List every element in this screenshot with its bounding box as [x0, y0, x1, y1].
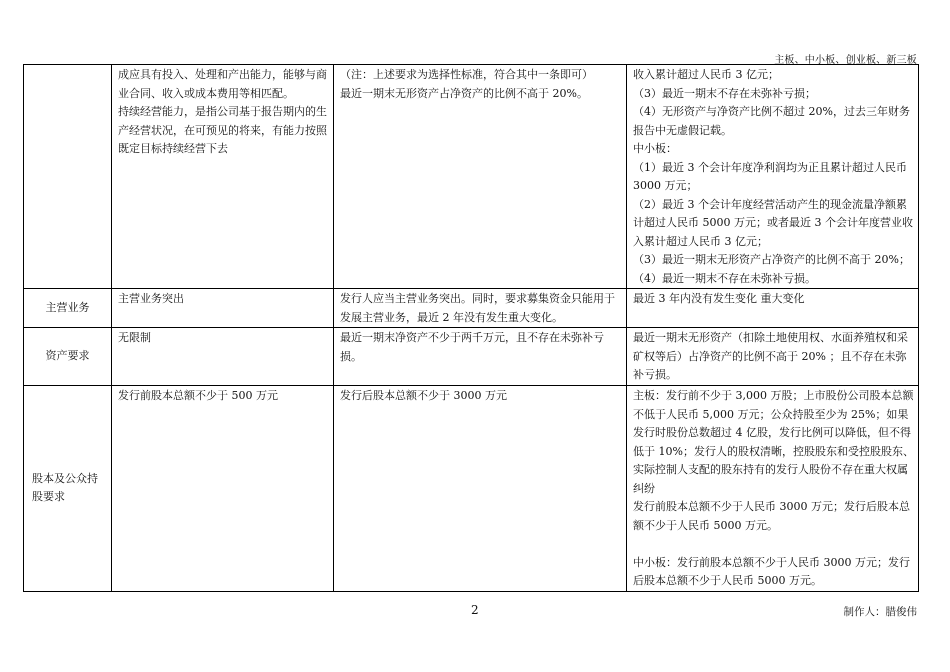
category-label: 资产要求	[45, 349, 90, 363]
gem-cell	[334, 65, 627, 289]
requirement-text: （3）最近一期末不存在未弥补亏损；	[633, 86, 816, 100]
new-third-cell	[112, 328, 334, 386]
category-cell	[24, 289, 112, 328]
requirement-text: （2）最近 3 个会计年度经营活动产生的现金流量净额累计超过人民币 5000 万元；或者最近 3 个会计年度营业收入累计超过人民币 3 亿元；	[633, 197, 913, 248]
listing-requirements-table	[23, 64, 919, 592]
main-board-cell	[627, 65, 919, 289]
page-number: 2	[471, 603, 479, 617]
requirement-text: 中小板：	[633, 142, 677, 155]
requirement-text: 最近一期末无形资产占净资产的比例不高于 20%。	[340, 86, 588, 100]
requirement-text: 最近一期末无形资产（扣除土地使用权、水面养殖权和采矿权等后）占净资产的比例不高于 20% ；且不存在未弥补亏损。	[633, 331, 908, 381]
requirement-text: （4）无形资产与净资产比例不超过 20%，过去三年财务报告中无虚假记载。	[633, 105, 910, 137]
gem-cell	[334, 386, 627, 592]
main-board-cell	[627, 289, 919, 328]
table-row	[24, 65, 919, 289]
requirement-text: 发行前股本总额不少于人民币 3000 万元；发行后股本总额不少于人民币 5000 万元。	[633, 500, 910, 532]
requirement-text: 收入累计超过人民币 3 亿元；	[633, 68, 779, 81]
requirement-text: 无限制	[118, 331, 151, 344]
category-label: 主营业务	[45, 300, 90, 314]
requirement-text: （注：上述要求为选择性标准，符合其中一条即可）	[340, 68, 593, 81]
requirement-text: （4）最近一期末不存在未弥补亏损。	[633, 271, 816, 285]
requirement-text: 主板：发行前不少于 3,000 万股；上市股份公司股本总额不低于人民币 5,000 万元；公众持股至少为 25%；如果发行时股份总数超过 4 亿股，发行比例可以降低，但不得低于 10%；发行人的股权清晰，控股股东和受控股股东、实际控制人支配的股东持有的发行人股份不存在重大权属纠纷	[633, 389, 914, 495]
blank-line	[633, 535, 914, 554]
category-cell	[24, 386, 112, 592]
new-third-cell	[112, 289, 334, 328]
requirement-text: 最近一期末净资产不少于两千万元，且不存在未弥补亏损。	[340, 331, 604, 363]
table-row	[24, 386, 919, 592]
document-author: 制作人：腊俊伟	[843, 606, 917, 618]
requirement-text: （1）最近 3 个会计年度净利润均为正且累计超过人民币 3000 万元；	[633, 160, 907, 192]
requirement-text: 持续经营能力，是指公司基于报告期内的生产经营状况，在可预见的将来，有能力按照既定目标持续经营下去	[118, 105, 327, 155]
main-board-cell	[627, 328, 919, 386]
requirement-text: 发行前股本总额不少于 500 万元	[118, 389, 278, 402]
requirement-text: 中小板：发行前股本总额不少于人民币 3000 万元；发行后股本总额不少于人民币 5000 万元。	[633, 555, 910, 587]
category-cell	[24, 65, 112, 289]
gem-cell	[334, 289, 627, 328]
board-types-header: 主板、中小板、创业板、新三板	[774, 55, 917, 66]
category-cell	[24, 328, 112, 386]
table-row	[24, 289, 919, 328]
gem-cell	[334, 328, 627, 386]
table-row	[24, 328, 919, 386]
new-third-cell	[112, 65, 334, 289]
requirement-text: （3）最近一期末无形资产占净资产的比例不高于 20%；	[633, 253, 910, 266]
new-third-cell	[112, 386, 334, 592]
requirement-text: 主营业务突出	[118, 292, 184, 305]
requirement-text: 发行人应当主营业务突出。同时，要求募集资金只能用于发展主营业务，最近 2 年没有发生重大变化。	[340, 292, 615, 324]
requirement-text: 最近 3 年内没有发生变化 重大变化	[633, 292, 805, 305]
requirement-text: 成应具有投入、处理和产出能力，能够与商业合同、收入或成本费用等相匹配。	[118, 68, 327, 100]
main-board-cell	[627, 386, 919, 592]
category-label: 股本及公众持股要求	[32, 471, 98, 504]
requirement-text: 发行后股本总额不少于 3000 万元	[340, 389, 507, 402]
